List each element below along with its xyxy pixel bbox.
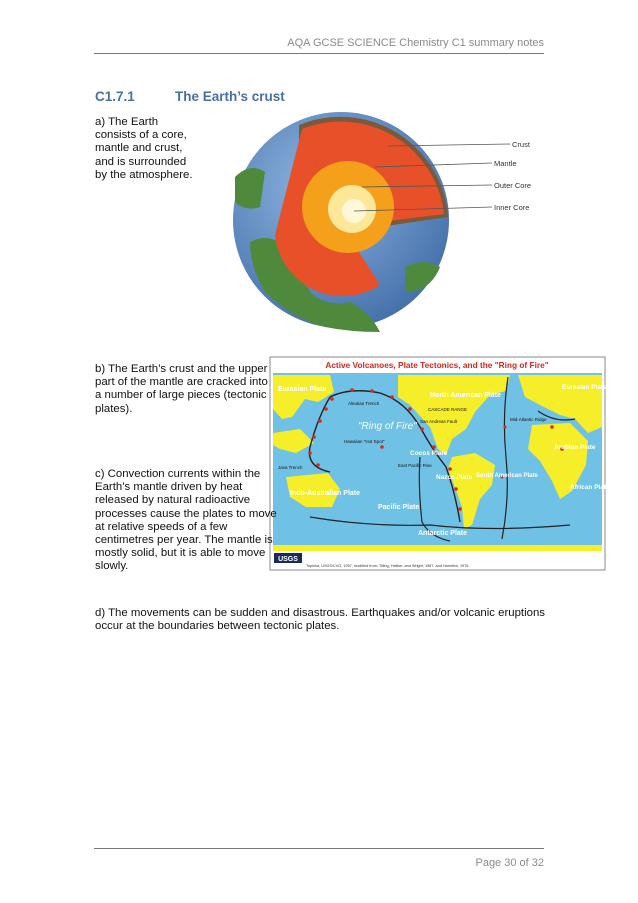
label-east-pacific: East Pacific Rise [398,463,432,468]
plate-label-antarctic: Antarctic Plate [418,530,468,537]
label-san-andreas: San Andreas Fault [420,419,458,424]
ring-of-fire-label: "Ring of Fire" [358,421,417,432]
footer-rule [94,848,544,849]
paragraph-c: c) Convection currents within the Earth’s mantle driven by heat released by natural radioactive processes cause the plates to move at relative speeds of a few centimetres per year. The mantle is mostly solid, but it is able to move slowly. [95,468,277,573]
plate-label-south-american: South American Plate [476,473,538,479]
earth-land-2 [405,262,440,292]
label-mid-atlantic: Mid-Atlantic Ridge [510,417,547,422]
header-text: AQA GCSE SCIENCE Chemistry C1 summary notes [287,37,544,49]
plate-label-eurasian-left: Eurasian Plate [278,386,327,393]
label-aleutian: Aleutian Trench [348,401,380,406]
label-crust: Crust [512,140,530,149]
plate-tectonics-map [270,357,610,570]
paragraph-d: d) The movements can be sudden and disastrous. Earthquakes and/or volcanic eruptions occur at the boundaries between tectonic plates. [95,607,545,633]
label-java: Java Trench [278,465,303,470]
label-mantle: Mantle [494,159,517,168]
plate-label-nazca: Nazca Plate [436,474,473,481]
usgs-logo-text: USGS [278,556,298,563]
label-inner-core: Inner Core [494,203,530,212]
header-rule [94,53,544,54]
paragraph-b: b) The Earth’s crust and the upper part of the mantle are cracked into a number of large pieces (tectonic plates). [95,363,268,415]
paragraph-a: a) The Earth consists of a core, mantle and crust, and is surrounded by the atmosphere. [95,116,193,181]
plate-label-north-american: North American Plate [430,392,501,399]
earth-land-3 [235,168,265,209]
land-antarctica [273,545,602,551]
label-hawaiian: Hawaiian "Hot Spot" [344,439,385,444]
label-cascade: CASCADE RANGE [428,407,468,412]
map-title: Active Volcanoes, Plate Tectonics, and the "Ring of Fire" [325,360,549,370]
section-number: C1.7.1 [95,89,135,104]
plate-label-cocos: Cocos Plate [410,450,448,457]
plate-label-arabian: Arabian Plate [554,444,596,451]
map-credit: Topinka, USGS/CVO, 1997, modified from: Tilling, Heliker, and Wright, 1987, and Hamilton, 1976 [306,564,469,568]
plate-label-eurasian-right: Eurasian Plate [562,384,607,391]
plate-label-indo-australian: Indo-Australian Plate [290,490,361,497]
section-title: The Earth’s crust [175,89,285,104]
plate-label-pacific: Pacific Plate [378,504,420,511]
plate-label-african: African Plate [570,484,610,491]
page-number: Page 30 of 32 [475,857,544,869]
earth-structure-figure [230,117,542,352]
label-outer-core: Outer Core [494,181,532,190]
